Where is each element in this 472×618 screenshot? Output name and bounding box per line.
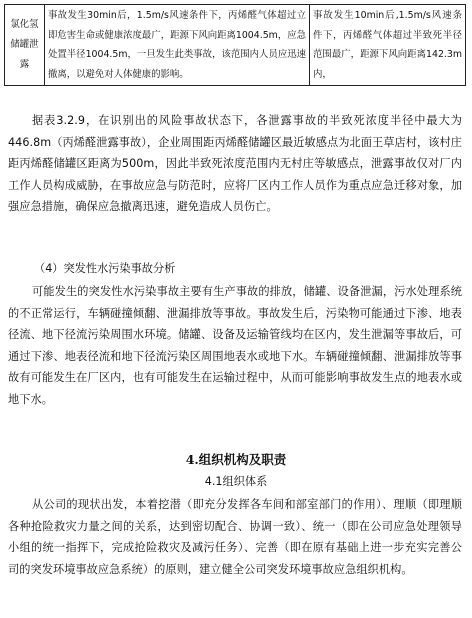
section-heading: 4.组织机构及职责 bbox=[185, 452, 287, 467]
paragraph-water-pollution: 可能发生的突发性水污染事故主要有生产事故的排放，储罐、设备泄漏，污水处理系统的不正常运行，车辆碰撞倾翻、泄漏排放等事故。事故发生后，污染物可能通过下渗、地表径流、地下径流污染周围水环境。储罐、设备及运输管线均在区内，发生泄漏等事故后，可通过下渗、地表径流和地下径流污染区周围地表水或地下水。车辆碰撞倾翻、泄漏排放等事故有可能发生在厂区内，也有可能发生在运输过程中，从而可能影响事故发生点的地表水或地下水。 bbox=[8, 285, 462, 406]
subsection-heading: 4.1组织体系 bbox=[204, 475, 268, 488]
table-cell-10min bbox=[310, 5, 466, 86]
table-cell-30min bbox=[45, 5, 310, 86]
results-table bbox=[4, 4, 466, 86]
cell-text-30min: 事故发生30min后，1.5m/s风速条件下，丙烯醛气体超过立即危害生命或健康浓度最广，距源下风向距离1004.5m，应急处置半径1004.5m，一旦发生此类事故，该范围内人员应迅速撤离，以避免对人体健康的影响。 bbox=[48, 10, 306, 80]
row-label: 氯化氢储罐泄露 bbox=[10, 19, 39, 70]
paragraph-lethal-radius: 据表3.2.9，在识别出的风险事故状态下，各泄露事故的半致死浓度半径中最大为446.8m（丙烯醛泄露事故），企业周围距丙烯醛储罐区最近敏感点为北面王草店村，该村庄距丙烯醛储罐区距离为500m，因此半致死浓度范围内无村庄等敏感点，泄露事故仅对厂内工作人员构成威胁，在事故应急与防范时，应将厂区内工作人员作为重点应急迁移对象，加强应急措施，确保应急撤离迅速，避免造成人员伤亡。 bbox=[8, 114, 462, 214]
cell-text-10min: 事故发生10min后,1.5m/s风速条件下，丙烯醛气体超过半致死半径范围最广，距源下风向距离142.3m内， bbox=[313, 10, 462, 80]
paragraph-organization: 从公司的现状出发，本着挖潜（即充分发挥各车间和部室部门的作用）、理顺（即理顺各种抢险救灾力量之间的关系，达到密切配合、协调一致）、统一（即在公司应急处理领导小组的统一指挥下，完成抢险救灾及减污任务）、完善（即在原有基础上进一步充实完善公司的突发环境事故应急系统）的原则，建立健全公司突发环境事故应急组织机构。 bbox=[8, 498, 462, 576]
row-label-cell bbox=[5, 5, 45, 86]
table-row bbox=[5, 5, 466, 86]
subheading-water-pollution: （4）突发性水污染事故分析 bbox=[34, 262, 176, 275]
